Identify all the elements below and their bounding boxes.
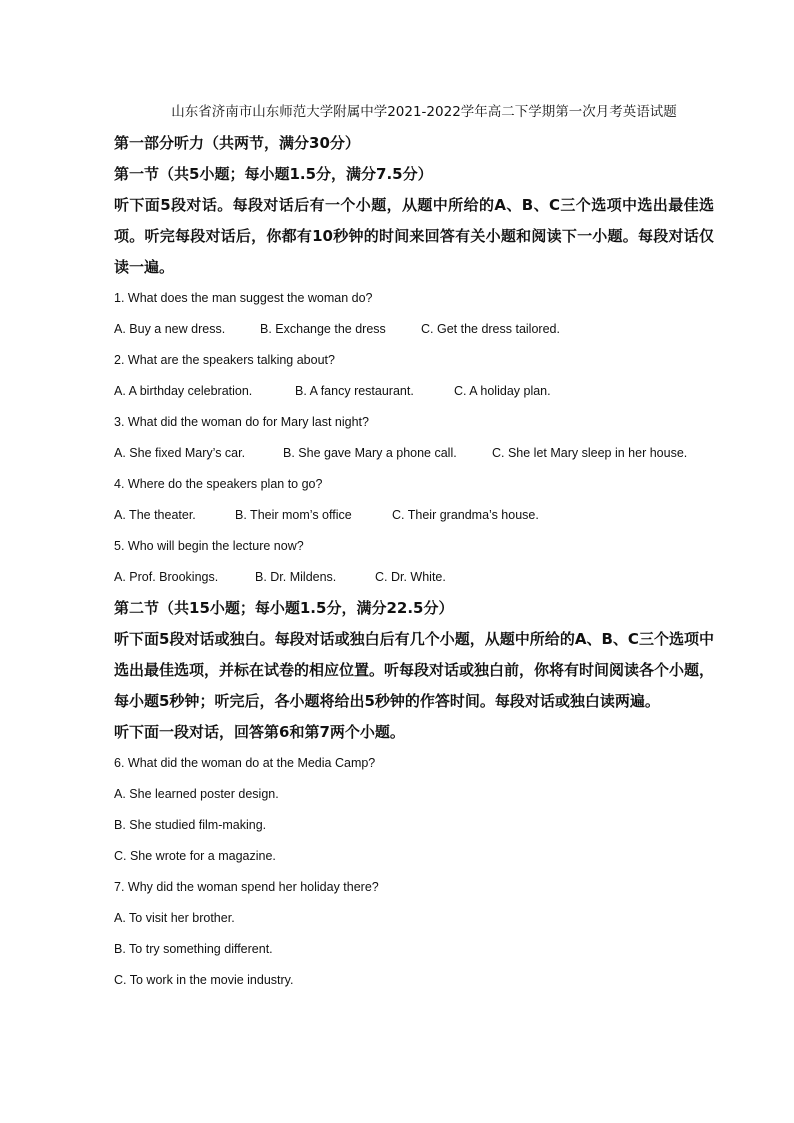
section2-sub-instruction: 听下面一段对话，回答第6和第7两个小题。 [114,723,405,741]
question-5: 5. Who will begin the lecture now? [114,539,304,553]
option-2a: A. A birthday celebration. [114,384,253,398]
options-4 [114,500,714,531]
section1-instructions: 听下面5段对话。每段对话后有一个小题，从题中所给的A、B、C三个选项中选出最佳选项。听完每段对话后，你都有10秒钟的时间来回答有关小题和阅读下一小题。每段对话仅读一遍。 [114,196,714,276]
option-5a: A. Prof. Brookings. [114,570,219,584]
question-2: 2. What are the speakers talking about? [114,353,335,367]
option-7a: A. To visit her brother. [114,911,235,925]
option-5b: B. Dr. Mildens. [255,570,337,584]
option-2b: B. A fancy restaurant. [295,384,414,398]
question-6: 6. What did the woman do at the Media Camp? [114,756,376,770]
question-7: 7. Why did the woman spend her holiday there? [114,880,379,894]
section1-heading: 第一节（共5小题；每小题1.5分，满分7.5分） [114,165,433,183]
section2-heading: 第二节（共15小题；每小题1.5分，满分22.5分） [114,599,454,617]
option-2c: C. A holiday plan. [454,384,551,398]
option-5c: C. Dr. White. [375,570,446,584]
exam-title: 山东省济南市山东师范大学附属中学2021-2022学年高二下学期第一次月考英语试题 [171,104,677,120]
option-4c: C. Their grandma’s house. [392,508,539,522]
section2-instructions: 听下面5段对话或独白。每段对话或独白后有几个小题，从题中所给的A、B、C三个选项中选出最佳选项，并标在试卷的相应位置。听每段对话或独白前，你将有时间阅读各个小题，每小题5秒钟；听完后，各小题将给出5秒钟的作答时间。每段对话或独白读两遍。 [114,630,715,710]
options-2 [114,376,714,407]
options-3 [114,438,714,469]
options-5 [114,562,714,593]
option-1b: B. Exchange the dress [260,322,386,336]
option-6a: A. She learned poster design. [114,787,279,801]
option-3c: C. She let Mary sleep in her house. [492,446,688,460]
option-3b: B. She gave Mary a phone call. [283,446,457,460]
option-6c: C. She wrote for a magazine. [114,849,276,863]
option-4b: B. Their mom’s office [235,508,352,522]
question-4: 4. Where do the speakers plan to go? [114,477,323,491]
question-1: 1. What does the man suggest the woman do? [114,291,373,305]
option-7c: C. To work in the movie industry. [114,973,294,987]
exam-page [114,100,714,996]
option-1c: C. Get the dress tailored. [421,322,560,336]
option-7b: B. To try something different. [114,942,273,956]
question-3: 3. What did the woman do for Mary last night? [114,415,369,429]
option-3a: A. She fixed Mary’s car. [114,446,246,460]
part1-heading: 第一部分听力（共两节，满分30分） [114,134,360,152]
option-1a: A. Buy a new dress. [114,322,226,336]
options-1 [114,314,714,345]
option-6b: B. She studied film-making. [114,818,267,832]
option-4a: A. The theater. [114,508,196,522]
